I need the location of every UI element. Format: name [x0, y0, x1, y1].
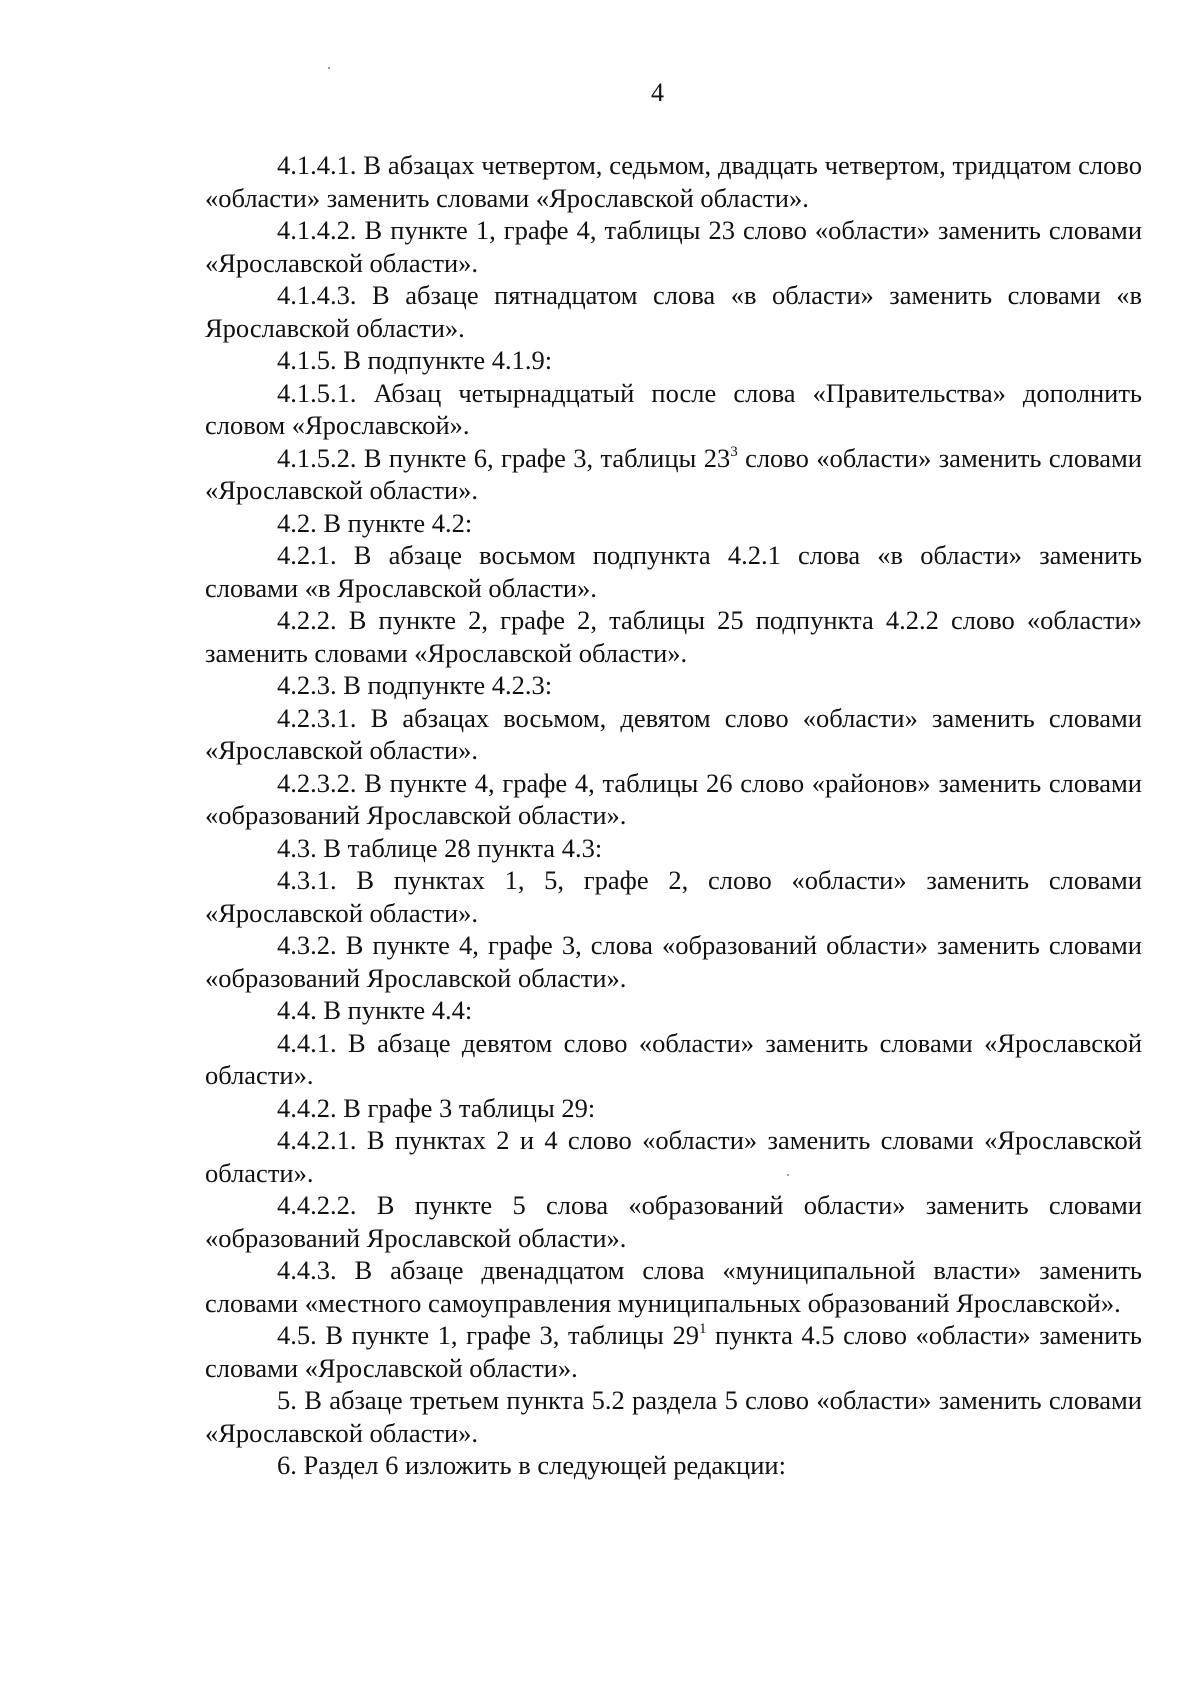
- paragraph-4-4-2-1: 4.4.2.1. В пунктах 2 и 4 слово «области» заменить словами «Ярославской области».: [205, 1125, 1142, 1188]
- paragraph-4-5: [205, 1319, 1142, 1384]
- paragraph-text-before-superscript: 4.5. В пункте 1, графе 3, таблицы 29: [277, 1320, 699, 1350]
- superscript: 1: [698, 1321, 707, 1337]
- paragraph-text-after-superscript: слово «области» заменить словами «Ярославской области».: [205, 442, 1142, 505]
- scan-speck: [787, 1174, 789, 1176]
- paragraph-5: 5. В абзаце третьем пункта 5.2 раздела 5 слово «области» заменить словами «Ярославской области».: [205, 1385, 1142, 1448]
- paragraph-4-2-3: 4.2.3. В подпункте 4.2.3:: [277, 670, 553, 700]
- paragraph-4-2-2: 4.2.2. В пункте 2, графе 2, таблицы 25 подпункта 4.2.2 слово «области» заменить словами «Ярославской области».: [205, 605, 1142, 668]
- paragraph-4-1-4-1: 4.1.4.1. В абзацах четвертом, седьмом, двадцать четвертом, тридцатом слово «области» заменить словами «Ярославской области».: [205, 150, 1142, 213]
- paragraph-4-3-1: 4.3.1. В пунктах 1, 5, графе 2, слово «области» заменить словами «Ярославской области».: [205, 865, 1142, 928]
- paragraph-text-after-superscript: пункта 4.5 слово «области» заменить словами «Ярославской области».: [205, 1320, 1142, 1383]
- paragraph-4-4-1: 4.4.1. В абзаце девятом слово «области» заменить словами «Ярославской области».: [205, 1027, 1142, 1090]
- paragraph-text-before-superscript: 4.1.5.2. В пункте 6, графе 3, таблицы 23: [277, 442, 731, 473]
- paragraph-4-1-5-2: [205, 442, 1142, 507]
- paragraph-4-1-5-1: 4.1.5.1. Абзац четырнадцатый после слова «Правительства» дополнить словом «Ярославской».: [205, 377, 1142, 440]
- document-body: [205, 149, 1142, 1482]
- paragraph-4-2-1: 4.2.1. В абзаце восьмом подпункта 4.2.1 слова «в области» заменить словами «в Ярославской области».: [205, 540, 1142, 603]
- page-number: 4: [651, 78, 664, 107]
- paragraph-6: 6. Раздел 6 изложить в следующей редакции:: [277, 1450, 786, 1480]
- paragraph-4-2-3-1: 4.2.3.1. В абзацах восьмом, девятом слово «области» заменить словами «Ярославской области».: [205, 702, 1142, 765]
- paragraph-4-4-2-2: 4.4.2.2. В пункте 5 слова «образований области» заменить словами «образований Ярославской области».: [205, 1190, 1142, 1253]
- paragraph-4-1-4-3: 4.1.4.3. В абзаце пятнадцатом слова «в области» заменить словами «в Ярославской области».: [205, 280, 1142, 343]
- paragraph-4-1-4-2: 4.1.4.2. В пункте 1, графе 4, таблицы 23 слово «области» заменить словами «Ярославской области».: [205, 215, 1142, 278]
- paragraph-4-1-5: 4.1.5. В подпункте 4.1.9:: [277, 345, 553, 375]
- paragraph-4-4-3: 4.4.3. В абзаце двенадцатом слова «муниципальной власти» заменить словами «местного самоуправления муниципальных образований Ярославской».: [205, 1255, 1142, 1318]
- paragraph-4-2: 4.2. В пункте 4.2:: [277, 507, 473, 538]
- paragraph-4-3-2: 4.3.2. В пункте 4, графе 3, слова «образований области» заменить словами «образований Ярославской области».: [205, 930, 1142, 993]
- paragraph-4-4-2: 4.4.2. В графе 3 таблицы 29:: [277, 1092, 596, 1123]
- paragraph-4-4: 4.4. В пункте 4.4:: [277, 995, 473, 1025]
- paragraph-4-2-3-2: 4.2.3.2. В пункте 4, графе 4, таблицы 26 слово «районов» заменить словами «образований Ярославской области».: [205, 767, 1142, 830]
- scan-speck: [328, 67, 330, 69]
- superscript: 3: [730, 443, 738, 460]
- paragraph-4-3: 4.3. В таблице 28 пункта 4.3:: [277, 832, 603, 863]
